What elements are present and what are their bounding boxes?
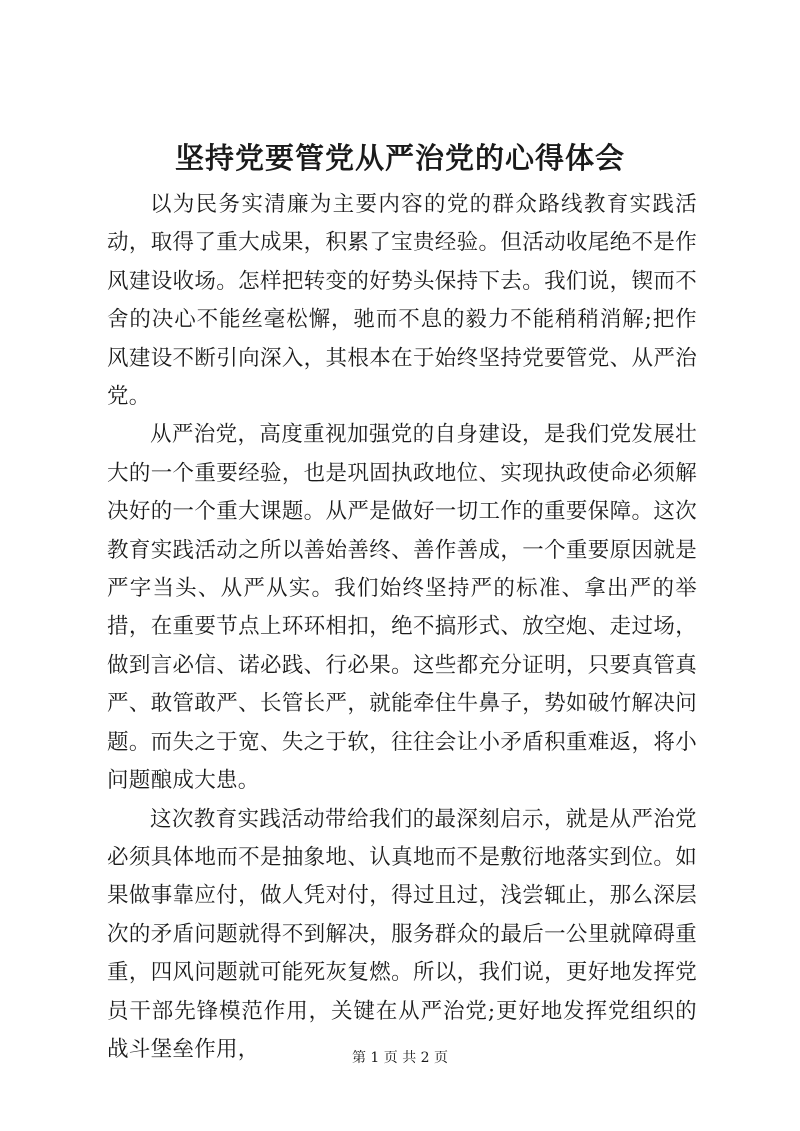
paragraph-1: 以为民务实清廉为主要内容的党的群众路线教育实践活动，取得了重大成果，积累了宝贵经验。但活动收尾绝不是作风建设收场。怎样把转变的好势头保持下去。我们说，锲而不舍的决心不能丝毫松懈，驰而不息的毅力不能稍稍消解;把作风建设不断引向深入，其根本在于始终坚持党要管党、从严治党。 [107, 192, 697, 410]
page-number-footer: 第 1 页 共 2 页 [351, 1050, 449, 1066]
paragraph-3: 这次教育实践活动带给我们的最深刻启示，就是从严治党必须具体地而不是抽象地、认真地而不是敷衍地落实到位。如果做事靠应付，做人凭对付，得过且过，浅尝辄止，那么深层次的矛盾问题就得不到解决，服务群众的最后一公里就障碍重重，四风问题就可能死灰复燃。所以，我们说，更好地发挥党员干部先锋模范作用，关键在从严治党;更好地发挥党组织的战斗堡垒作用， [107, 806, 697, 1062]
document-body [107, 186, 697, 1069]
page-title: 坚持党要管党从严治党的心得体会 [174, 141, 625, 175]
paragraph-2: 从严治党，高度重视加强党的自身建设，是我们党发展壮大的一个重要经验，也是巩固执政地位、实现执政使命必须解决好的一个重大课题。从严是做好一切工作的重要保障。这次教育实践活动之所以善始善终、善作善成，一个重要原因就是严字当头、从严从实。我们始终坚持严的标准、拿出严的举措，在重要节点上环环相扣，绝不搞形式、放空炮、走过场，做到言必信、诺必践、行必果。这些都充分证明，只要真管真严、敢管敢严、长管长严，就能牵住牛鼻子，势如破竹解决问题。而失之于宽、失之于软，往往会让小矛盾积重难返，将小问题酿成大患。 [107, 422, 697, 794]
